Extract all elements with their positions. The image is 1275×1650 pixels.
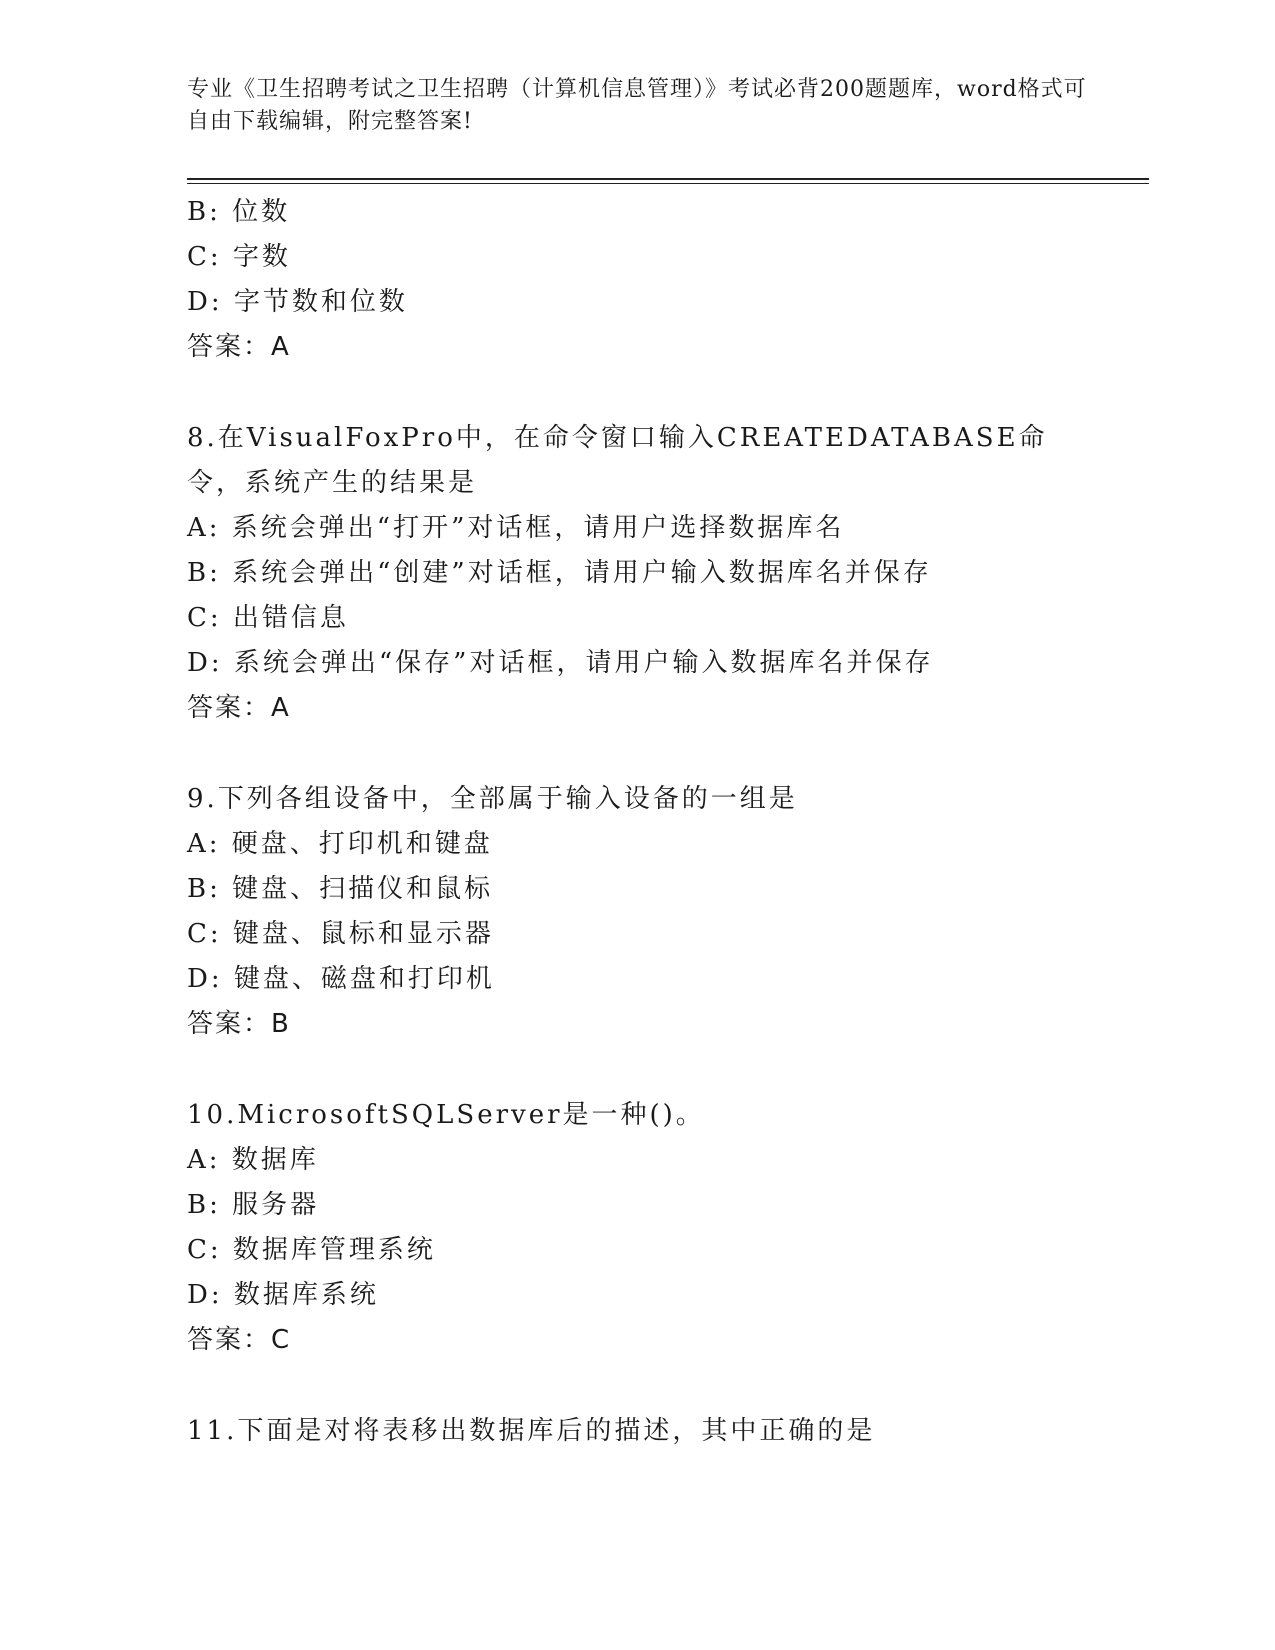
header-title: 专业《卫生招聘考试之卫生招聘（计算机信息管理）》考试必背200题题库，word格式可自由下载编辑，附完整答案!: [187, 77, 1087, 134]
option-b: B: 位数: [187, 197, 291, 227]
option-a: A: 系统会弹出“打开”对话框，请用户选择数据库名: [187, 513, 845, 543]
question-text: 11.下面是对将表移出数据库后的描述，其中正确的是: [187, 1416, 876, 1446]
option-c: C: 字数: [187, 242, 291, 272]
answer: 答案：A: [187, 693, 291, 723]
option-c: C: 数据库管理系统: [187, 1235, 436, 1265]
question-block-11: [187, 1409, 1087, 1454]
document-body: [187, 190, 1087, 1454]
option-d: D: 系统会弹出“保存”对话框，请用户输入数据库名并保存: [187, 648, 934, 678]
option-d: D: 键盘、磁盘和打印机: [187, 964, 495, 994]
answer: 答案：C: [187, 1325, 292, 1355]
question-block-7: [187, 190, 1087, 370]
option-b: B: 键盘、扫描仪和鼠标: [187, 874, 494, 904]
option-d: D: 字节数和位数: [187, 287, 408, 317]
option-d: D: 数据库系统: [187, 1280, 379, 1310]
option-c: C: 键盘、鼠标和显示器: [187, 919, 494, 949]
option-a: A: 硬盘、打印机和键盘: [187, 829, 493, 859]
answer: 答案：A: [187, 332, 291, 362]
question-text: 10.MicrosoftSQLServer是一种()。: [187, 1100, 705, 1130]
question-text: 8.在VisualFoxPro中，在命令窗口输入CREATEDATABASE命令，系统产生的结果是: [187, 423, 1048, 498]
question-text: 9.下列各组设备中，全部属于输入设备的一组是: [187, 784, 798, 814]
page-header: [187, 74, 1087, 138]
option-b: B: 系统会弹出“创建”对话框，请用户输入数据库名并保存: [187, 558, 932, 588]
question-block-9: [187, 777, 1087, 1047]
question-block-10: [187, 1093, 1087, 1363]
header-divider: [187, 178, 1149, 184]
answer: 答案：B: [187, 1009, 291, 1039]
option-a: A: 数据库: [187, 1145, 319, 1175]
question-block-8: [187, 416, 1087, 731]
option-c: C: 出错信息: [187, 603, 349, 633]
option-b: B: 服务器: [187, 1190, 320, 1220]
